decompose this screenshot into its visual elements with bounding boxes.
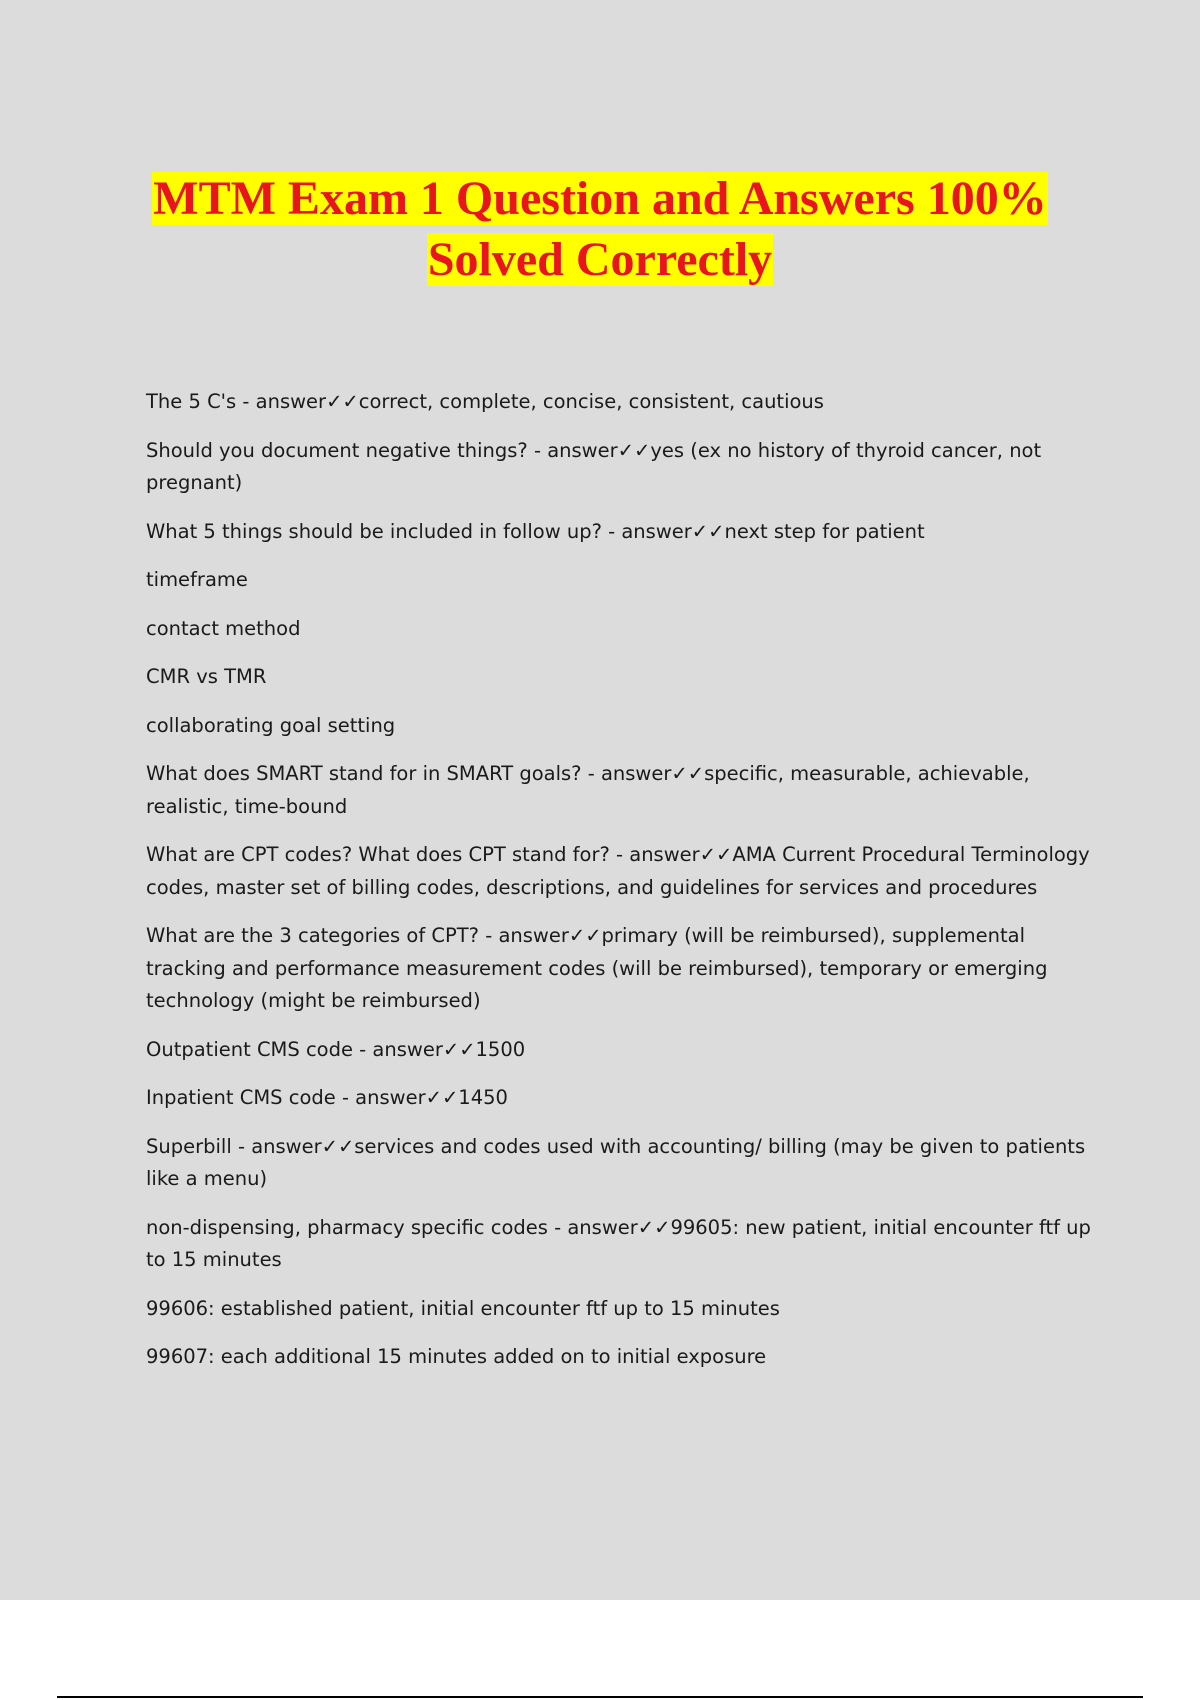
footer-divider bbox=[57, 1696, 1143, 1698]
qa-paragraph: Superbill - answer✓✓services and codes used with accounting/ billing (may be given to patients like a menu) bbox=[146, 1134, 1086, 1190]
qa-paragraph: What 5 things should be included in follow up? - answer✓✓next step for patient bbox=[146, 519, 925, 543]
qa-paragraph: What are the 3 categories of CPT? - answer✓✓primary (will be reimbursed), supplemental tracking and performance measurement codes (will be reimbursed), temporary or emerging technology (might be reimbursed) bbox=[146, 924, 1048, 1012]
qa-paragraph: Outpatient CMS code - answer✓✓1500 bbox=[146, 1037, 526, 1061]
qa-paragraph: What are CPT codes? What does CPT stand for? - answer✓✓AMA Current Procedural Terminology codes, master set of billing codes, descriptions, and guidelines for services and procedures bbox=[146, 843, 1090, 899]
title-line-2: Solved Correctly bbox=[427, 233, 773, 286]
qa-paragraph: 99606: established patient, initial encounter ftf up to 15 minutes bbox=[146, 1296, 780, 1320]
qa-paragraph: collaborating goal setting bbox=[146, 713, 396, 737]
qa-paragraph: The 5 C's - answer✓✓correct, complete, concise, consistent, cautious bbox=[146, 390, 824, 413]
qa-paragraph: Should you document negative things? - answer✓✓yes (ex no history of thyroid cancer, not pregnant) bbox=[146, 438, 1042, 494]
title-line-1: MTM Exam 1 Question and Answers 100% bbox=[153, 172, 1047, 225]
qa-paragraph: CMR vs TMR bbox=[146, 665, 267, 688]
document-body bbox=[146, 386, 1096, 1390]
qa-paragraph: 99607: each additional 15 minutes added on to initial exposure bbox=[146, 1345, 767, 1368]
qa-paragraph: timeframe bbox=[146, 568, 248, 591]
qa-paragraph: non-dispensing, pharmacy specific codes - answer✓✓99605: new patient, initial encounter ftf up to 15 minutes bbox=[146, 1215, 1091, 1271]
qa-paragraph: Inpatient CMS code - answer✓✓1450 bbox=[146, 1086, 508, 1109]
qa-paragraph: What does SMART stand for in SMART goals? - answer✓✓specific, measurable, achievable, realistic, time-bound bbox=[146, 762, 1030, 818]
qa-paragraph: contact method bbox=[146, 616, 301, 640]
document-title bbox=[0, 168, 1200, 290]
